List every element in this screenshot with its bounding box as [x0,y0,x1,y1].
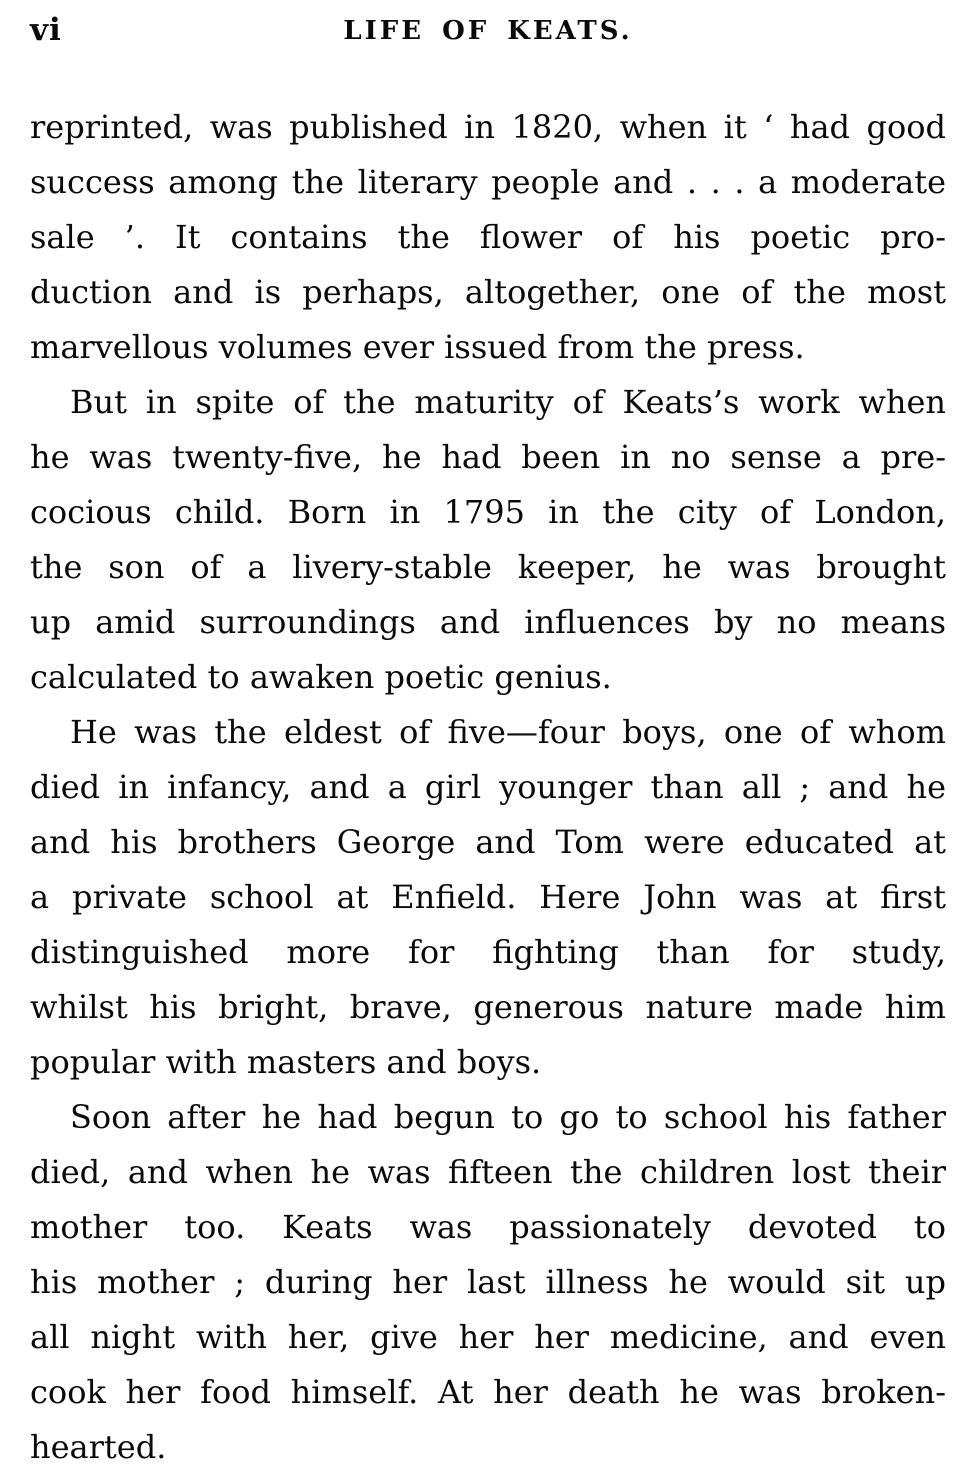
text-line: cook her food himself. At her death he was broken- [30,1373,946,1411]
text-line: he was twenty-five, he had been in no sense a pre- [30,438,946,476]
text-line: sale ’. It contains the flower of his poetic pro- [30,218,946,256]
text-line: died in infancy, and a girl younger than all ; and he [30,768,946,806]
text-line: up amid surroundings and influences by no means [30,603,946,641]
paragraph [30,1090,946,1475]
text-line: marvellous volumes ever issued from the press. [30,328,805,366]
text-line: died, and when he was fifteen the children lost their [30,1153,946,1191]
text-line: popular with masters and boys. [30,1043,542,1081]
text-line: Soon after he had begun to go to school his father [70,1098,946,1136]
text-line: hearted. [30,1428,167,1466]
text-line: all night with her, give her her medicine, and even [30,1318,946,1356]
paragraph [30,100,946,375]
text-line: calculated to awaken poetic genius. [30,658,612,696]
running-title: LIFE OF KEATS. [343,16,633,46]
text-line: mother too. Keats was passionately devoted to [30,1208,946,1246]
text-line: reprinted, was published in 1820, when it ‘ had good [30,108,946,146]
page-body [30,100,946,1475]
page-number: vi [30,12,62,48]
text-line: cocious child. Born in 1795 in the city of London, [30,493,946,531]
text-line: success among the literary people and . . . a moderate [30,163,946,201]
text-line: his mother ; during her last illness he would sit up [30,1263,946,1301]
text-line: and his brothers George and Tom were educated at [30,823,946,861]
page-header [30,10,946,62]
text-line: a private school at Enfield. Here John was at first [30,878,946,916]
paragraph [30,705,946,1090]
text-line: But in spite of the maturity of Keats’s work when [70,383,946,421]
text-line: distinguished more for fighting than for study, [30,933,946,971]
text-line: whilst his bright, brave, generous nature made him [30,988,946,1026]
paragraph [30,375,946,705]
text-line: the son of a livery-stable keeper, he was brought [30,548,946,586]
text-line: duction and is perhaps, altogether, one of the most [30,273,946,311]
text-line: He was the eldest of five—four boys, one of whom [70,713,946,751]
